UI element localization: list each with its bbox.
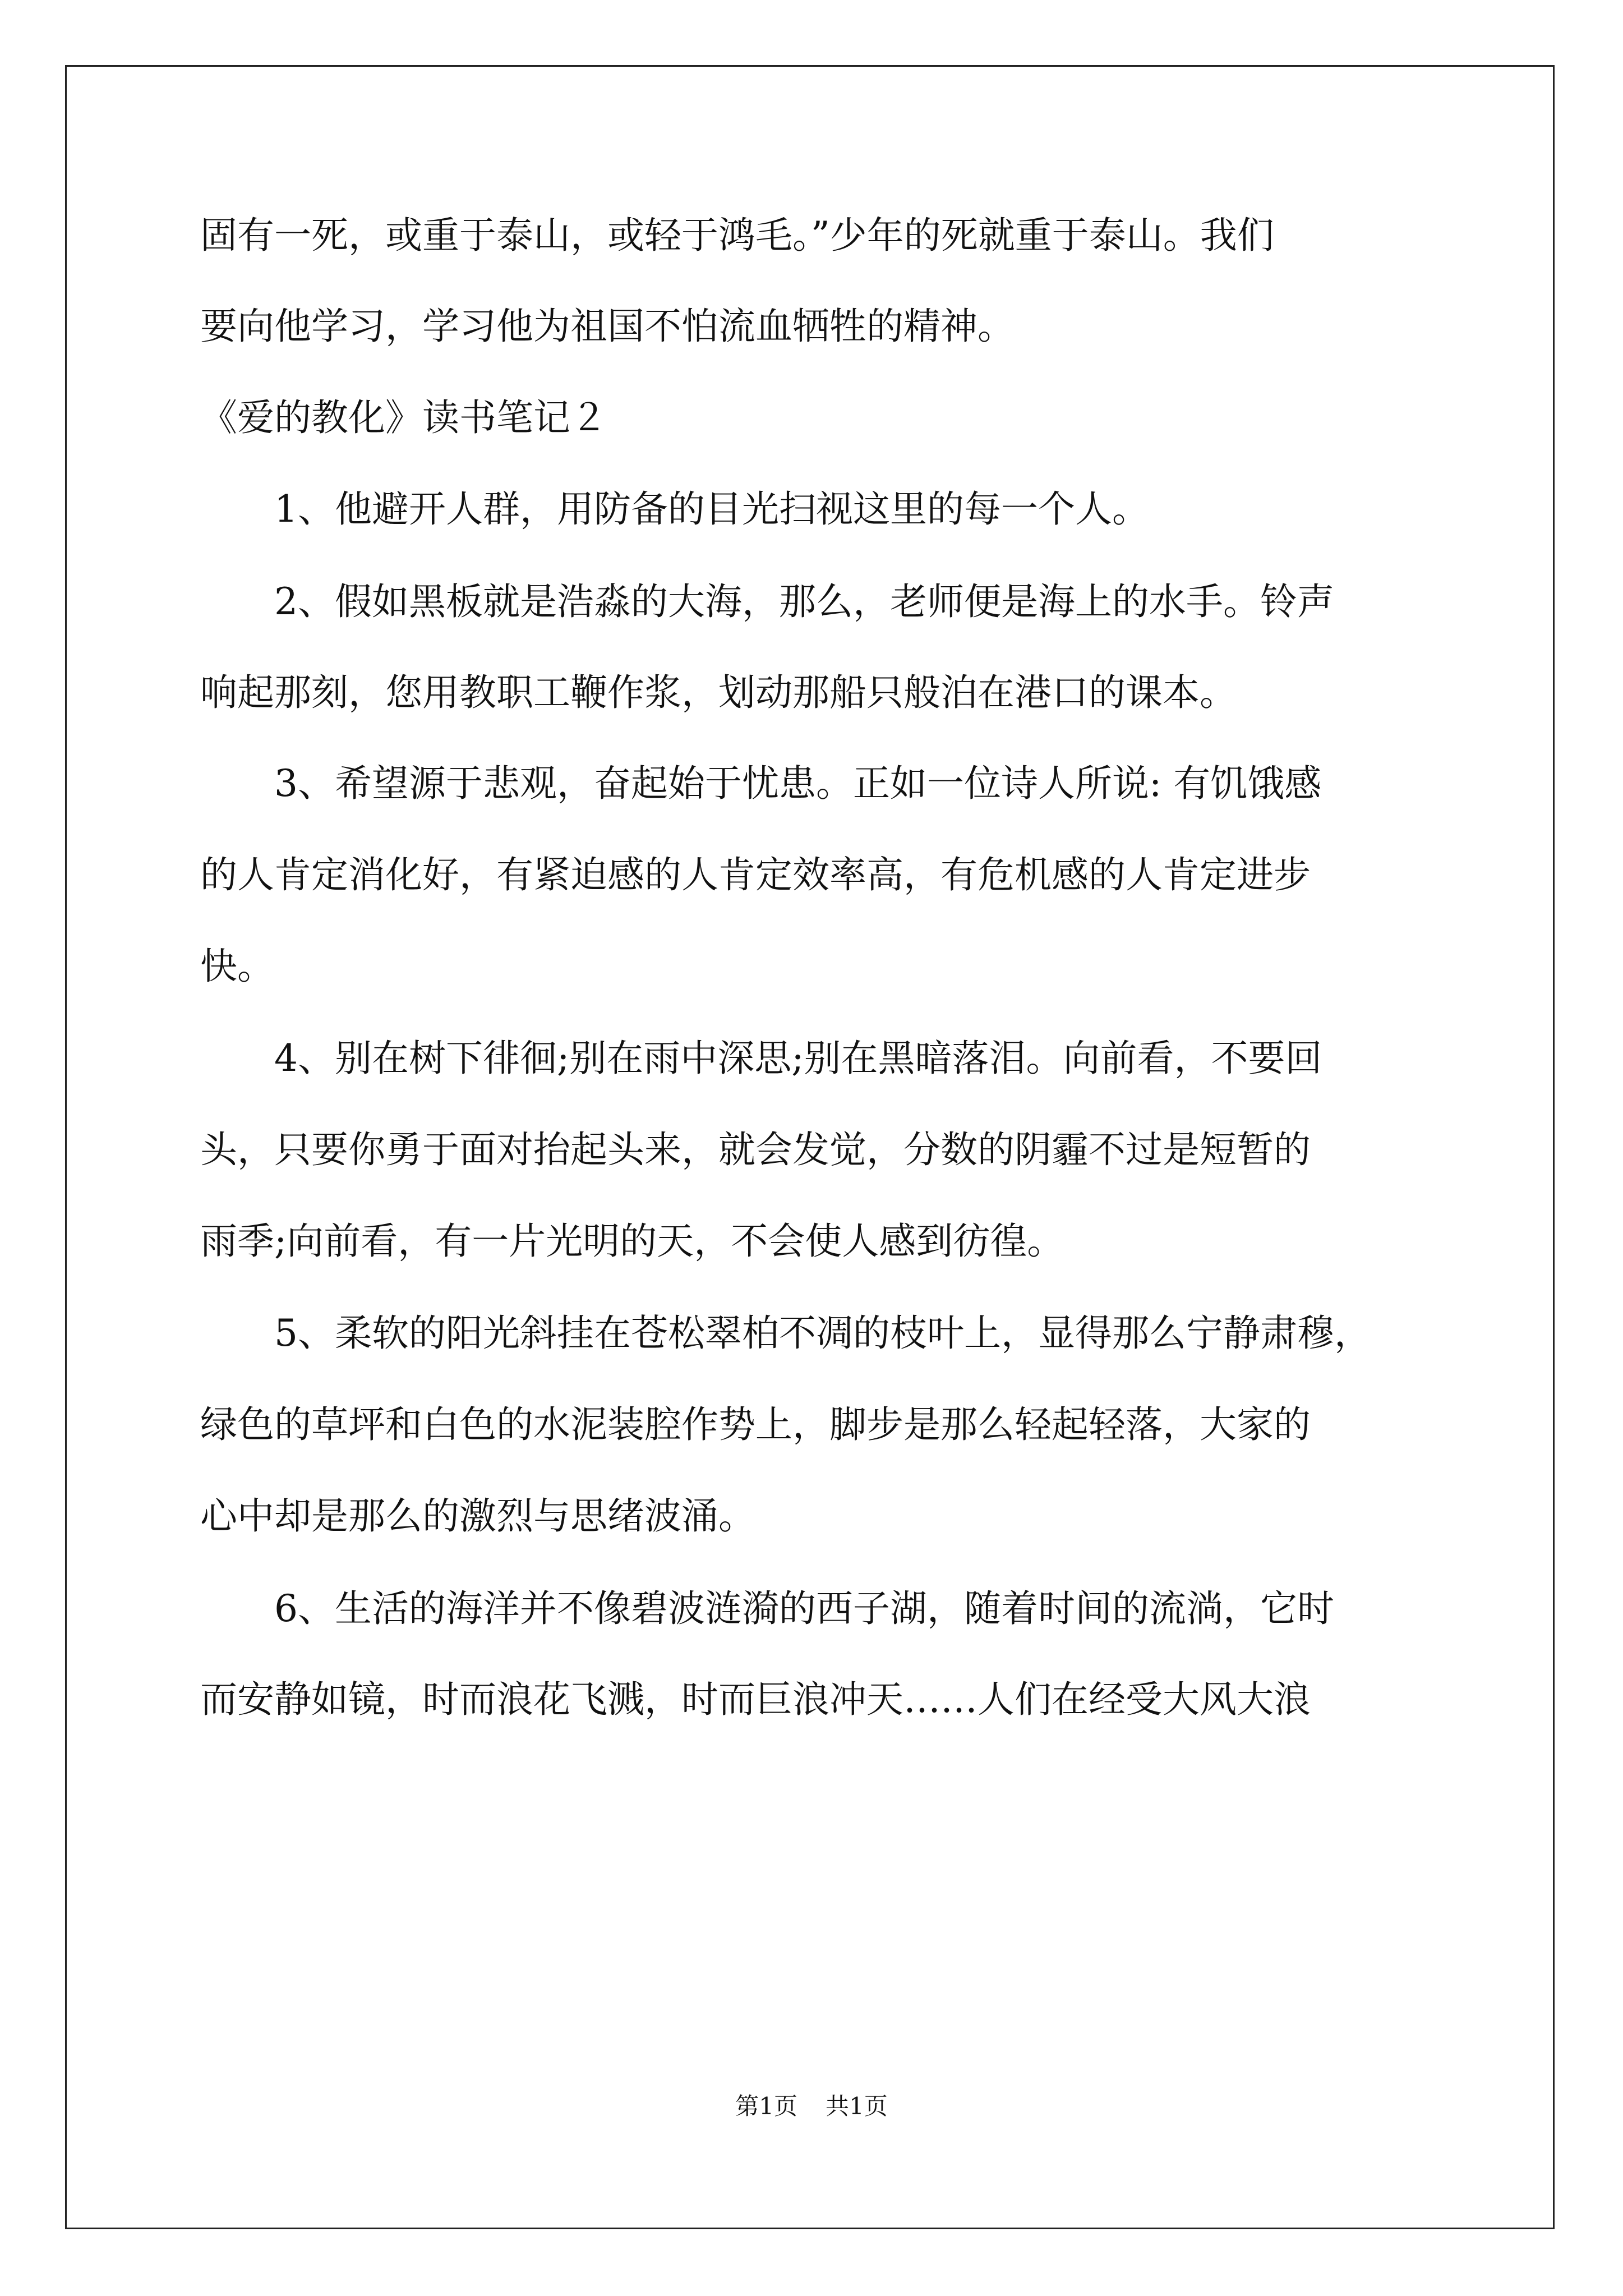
section-heading: 《爱的教化》读书笔记２ — [200, 396, 607, 439]
text-line: 2、假如黑板就是浩淼的大海，那么，老师便是海上的水手。铃声 — [274, 580, 1334, 623]
text-line: 心中却是那么的激烈与思绪波涌。 — [200, 1494, 755, 1538]
text-line: 1、他避开人群，用防备的目光扫视这里的每一个人。 — [274, 487, 1149, 531]
page-footer — [0, 2090, 1623, 2123]
text-line: 快。 — [200, 945, 274, 988]
page-number: 第1页 — [735, 2092, 797, 2120]
text-line: 6、生活的海洋并不像碧波涟漪的西子湖，随着时间的流淌，它时 — [274, 1587, 1334, 1630]
text-line: 要向他学习，学习他为祖国不怕流血牺牲的精神。 — [200, 305, 1015, 348]
text-line: 3、希望源于悲观，奋起始于忧患。正如一位诗人所说: 有饥饿感 — [274, 762, 1322, 805]
text-line: 的人肯定消化好，有紧迫感的人肯定效率高，有危机感的人肯定进步 — [200, 853, 1311, 896]
text-line: 4、别在树下徘徊;别在雨中深思;别在黑暗落泪。向前看，不要回 — [274, 1037, 1322, 1080]
text-line: 固有一死，或重于泰山，或轻于鸿毛。”少年的死就重于泰山。我们 — [200, 214, 1274, 257]
text-line: 而安静如镜，时而浪花飞溅，时而巨浪冲天……人们在经受大风大浪 — [200, 1678, 1311, 1721]
total-pages: 共1页 — [826, 2092, 888, 2120]
text-line: 绿色的草坪和白色的水泥装腔作势上，脚步是那么轻起轻落，大家的 — [200, 1403, 1311, 1446]
text-line: 头，只要你勇于面对抬起头来，就会发觉，分数的阴霾不过是短暂的 — [200, 1128, 1311, 1171]
text-line: 5、柔软的阳光斜挂在苍松翠柏不凋的枝叶上，显得那么宁静肃穆， — [274, 1312, 1371, 1355]
text-line: 响起那刻，您用教职工鞭作浆，划动那船只般泊在港口的课本。 — [200, 671, 1237, 714]
text-line: 雨季;向前看，有一片光明的天，不会使人感到彷徨。 — [200, 1220, 1064, 1263]
